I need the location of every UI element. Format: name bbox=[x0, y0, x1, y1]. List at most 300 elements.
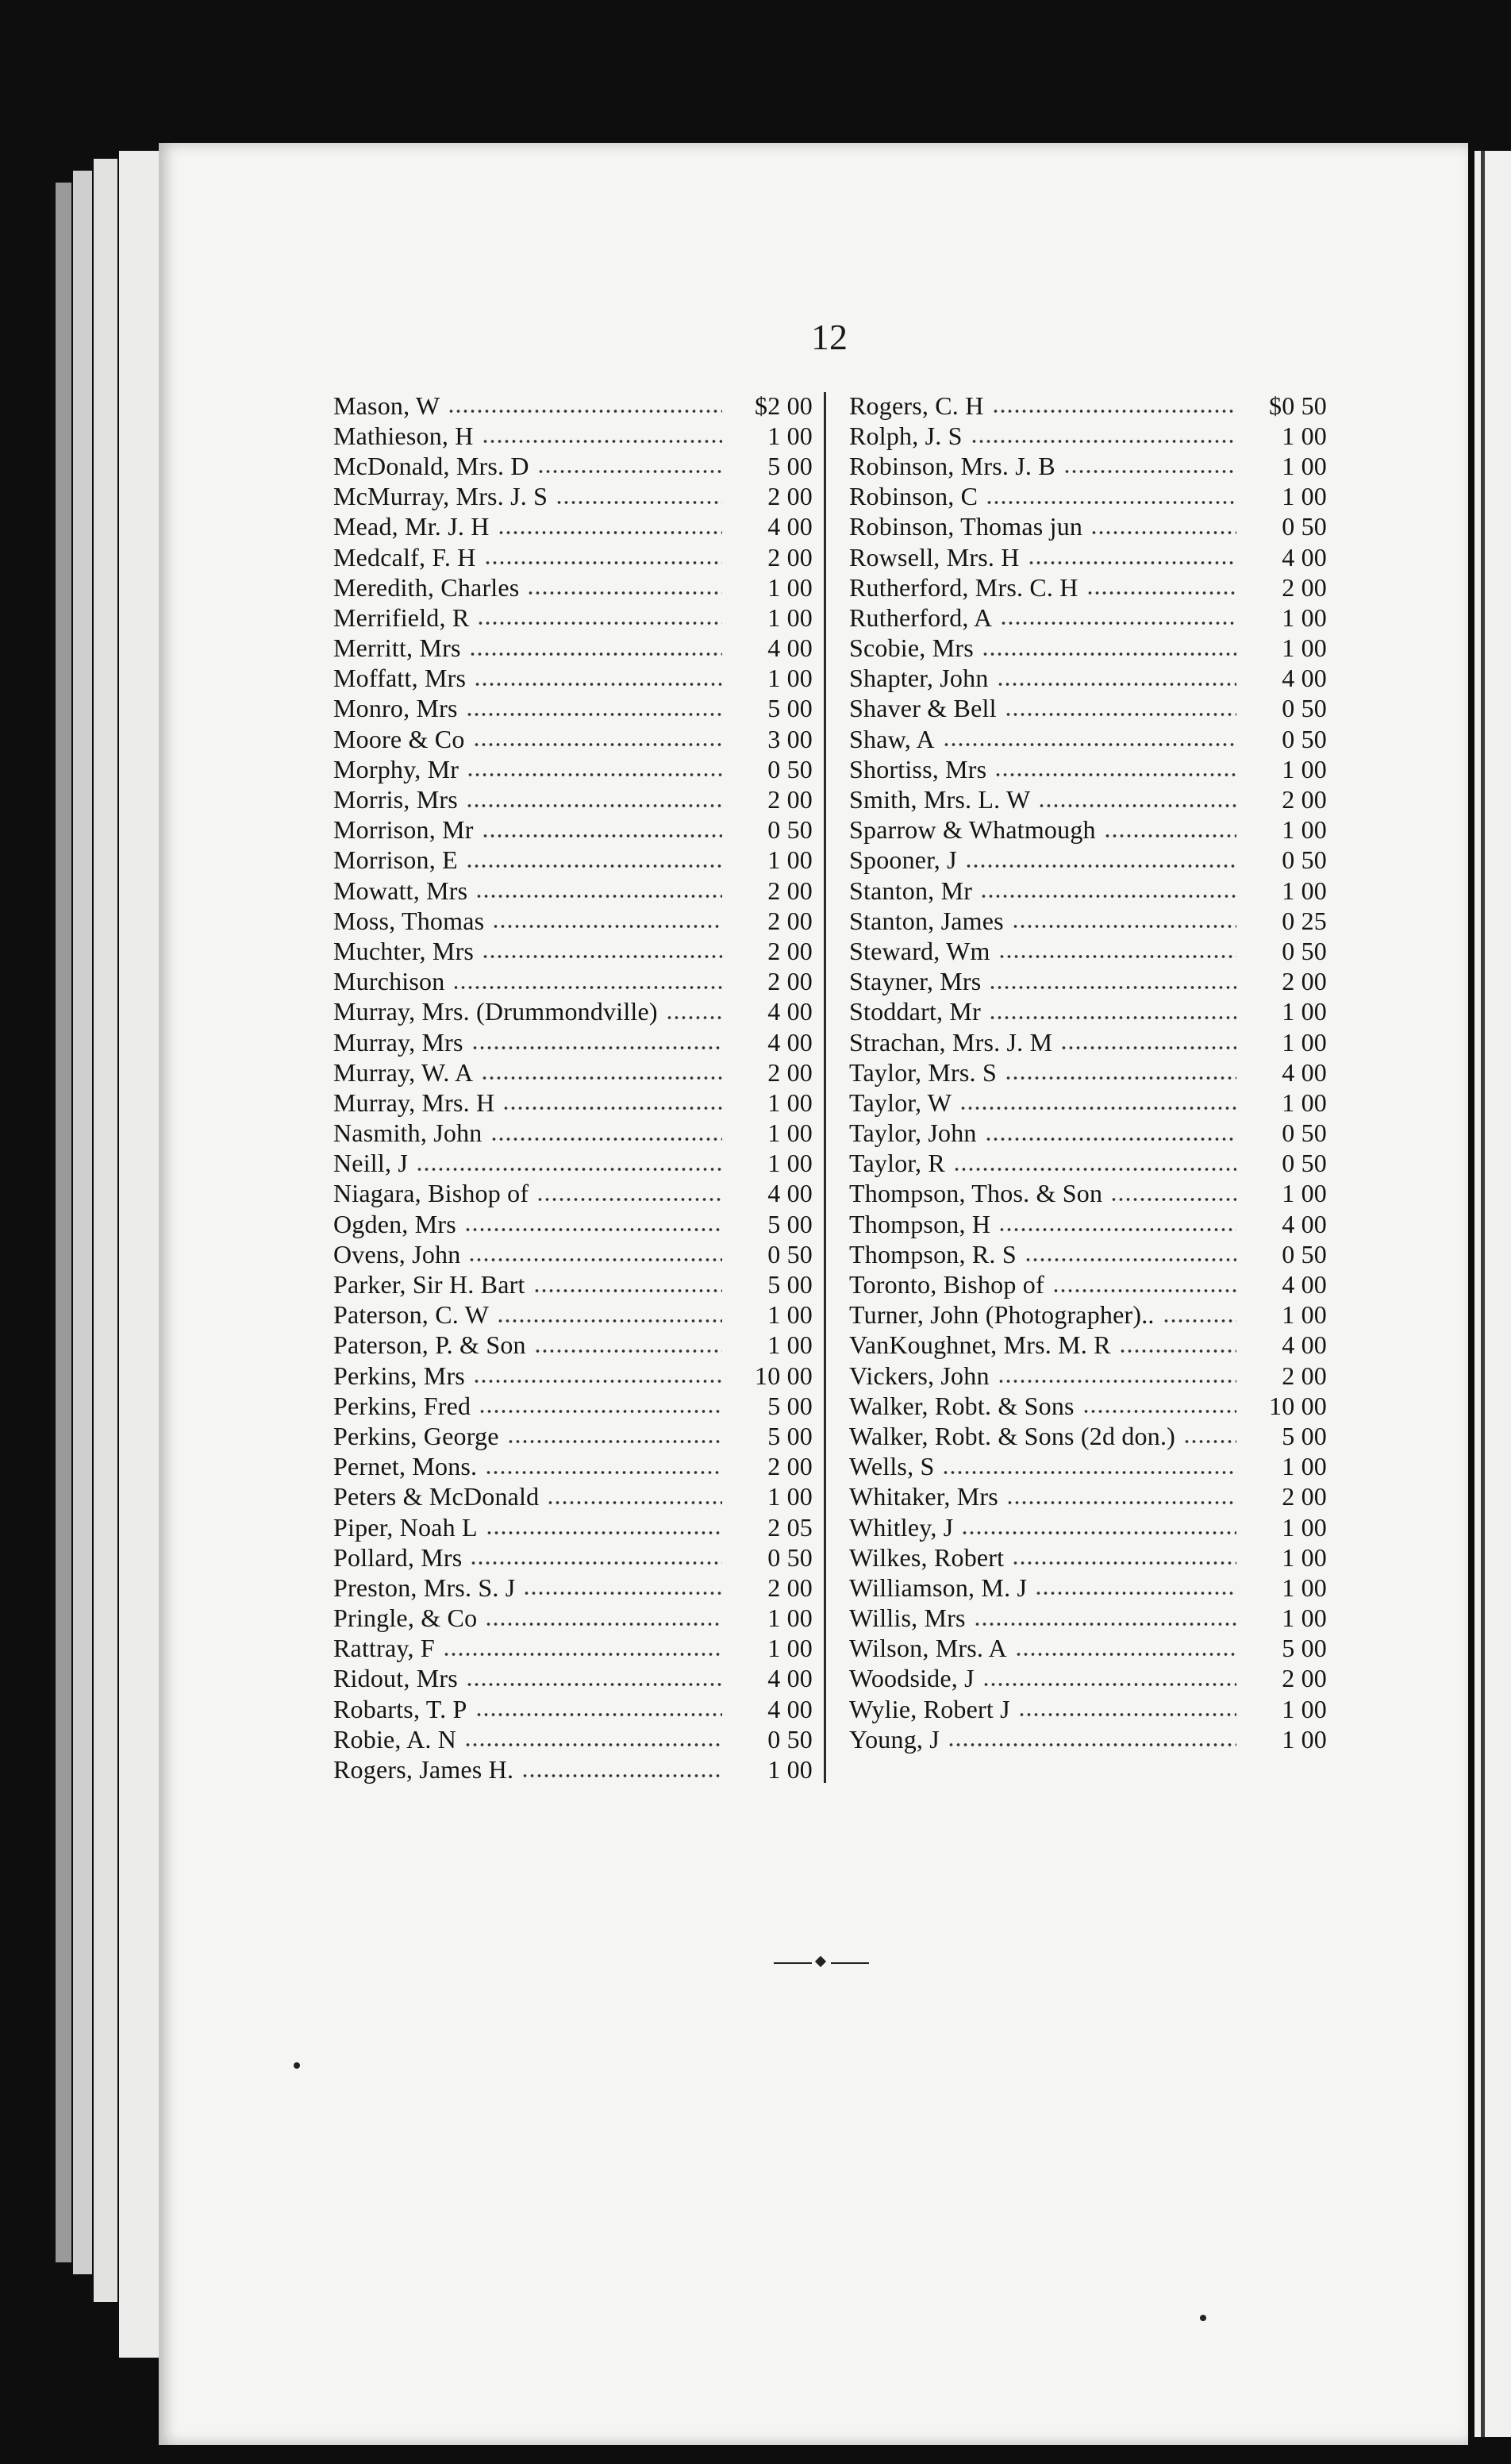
subscription-amount: 4 00 bbox=[1282, 664, 1327, 693]
subscriber-name: Shapter, John bbox=[849, 664, 989, 693]
scan-speck bbox=[1200, 2315, 1206, 2321]
dot-leader bbox=[479, 1407, 722, 1415]
subscriber-row bbox=[333, 664, 813, 694]
dot-leader bbox=[1028, 559, 1236, 567]
subscription-amount: 1 00 bbox=[1282, 603, 1327, 632]
dot-leader bbox=[486, 1529, 722, 1537]
subscriber-row bbox=[849, 482, 1327, 512]
subscriber-name: Morris, Mrs bbox=[333, 785, 458, 814]
dot-leader bbox=[464, 1741, 722, 1749]
subscriber-row bbox=[849, 967, 1327, 997]
subscriber-row bbox=[849, 724, 1327, 754]
subscription-amount: 4 00 bbox=[767, 633, 813, 663]
subscriber-name: Willis, Mrs bbox=[849, 1604, 966, 1633]
dot-leader bbox=[521, 1772, 722, 1780]
dot-leader bbox=[416, 1165, 722, 1173]
subscriber-row bbox=[849, 664, 1327, 694]
subscriber-row bbox=[849, 1634, 1327, 1664]
subscriber-row bbox=[333, 1542, 813, 1573]
subscriber-name: Rutherford, Mrs. C. H bbox=[849, 572, 1078, 602]
subscriber-row bbox=[849, 1300, 1327, 1330]
dot-leader bbox=[466, 710, 722, 718]
subscription-amount: 1 00 bbox=[1282, 1604, 1327, 1633]
dot-leader bbox=[980, 892, 1236, 900]
dot-leader bbox=[534, 1347, 722, 1355]
subscriber-row bbox=[849, 1269, 1327, 1299]
subscriber-name: Mowatt, Mrs bbox=[333, 876, 468, 905]
subscription-amount: 0 50 bbox=[767, 815, 813, 845]
subscriber-name: Rutherford, A bbox=[849, 603, 993, 632]
subscriber-name: Perkins, Mrs bbox=[333, 1361, 465, 1390]
subscription-amount: 1 00 bbox=[767, 1482, 813, 1511]
subscriber-name: Moss, Thomas bbox=[333, 906, 485, 935]
dot-leader bbox=[666, 1014, 722, 1022]
subscriber-row bbox=[333, 512, 813, 542]
subscriber-row bbox=[333, 542, 813, 572]
subscription-amount: 2 00 bbox=[767, 967, 813, 996]
subscriber-row bbox=[849, 784, 1327, 814]
subscriber-name: Preston, Mrs. S. J bbox=[333, 1573, 516, 1602]
dot-leader bbox=[961, 1529, 1236, 1537]
subscription-amount: 1 00 bbox=[1282, 1179, 1327, 1208]
dot-leader bbox=[992, 407, 1236, 415]
dot-leader bbox=[536, 1195, 722, 1203]
subscriber-name: Morrison, Mr bbox=[333, 815, 474, 845]
dot-leader bbox=[482, 832, 722, 840]
subscription-amount: 0 25 bbox=[1282, 906, 1327, 935]
subscriber-row bbox=[849, 1421, 1327, 1451]
subscriber-name: Rogers, James H. bbox=[333, 1755, 514, 1784]
subscriber-row bbox=[849, 1482, 1327, 1512]
subscriber-name: Moffatt, Mrs bbox=[333, 664, 467, 693]
subscriber-name: Taylor, W bbox=[849, 1088, 952, 1117]
subscriber-name: Walker, Robt. & Sons (2d don.) bbox=[849, 1421, 1175, 1450]
subscriber-name: Wylie, Robert J bbox=[849, 1694, 1010, 1723]
subscriber-name: Perkins, George bbox=[333, 1421, 499, 1450]
subscriber-row bbox=[333, 1179, 813, 1209]
subscription-amount: 2 00 bbox=[767, 542, 813, 572]
dot-leader bbox=[443, 1650, 722, 1658]
subscriber-name: Merritt, Mrs bbox=[333, 633, 461, 663]
subscription-amount: $2 00 bbox=[755, 391, 813, 420]
subscriber-row bbox=[849, 1694, 1327, 1724]
dot-leader bbox=[1090, 529, 1236, 537]
subscriber-name: Ridout, Mrs bbox=[333, 1664, 458, 1693]
subscriber-name: Spooner, J bbox=[849, 845, 957, 875]
subscriber-row bbox=[333, 1300, 813, 1330]
subscriber-name: Mason, W bbox=[333, 391, 440, 420]
subscriber-name: Wilson, Mrs. A bbox=[849, 1634, 1007, 1663]
subscription-amount: 5 00 bbox=[767, 694, 813, 723]
subscriber-row bbox=[849, 451, 1327, 481]
dot-leader bbox=[481, 1074, 722, 1082]
dot-leader bbox=[1012, 922, 1236, 930]
subscriber-name: Peters & McDonald bbox=[333, 1482, 540, 1511]
subscription-amount: 1 00 bbox=[1282, 482, 1327, 511]
dot-leader bbox=[502, 1104, 722, 1112]
subscriber-name: Thompson, Thos. & Son bbox=[849, 1179, 1103, 1208]
subscriber-name: Niagara, Bishop of bbox=[333, 1179, 529, 1208]
subscriber-name: Rolph, J. S bbox=[849, 421, 963, 450]
dot-leader bbox=[1110, 1195, 1236, 1203]
subscription-amount: 4 00 bbox=[767, 1664, 813, 1693]
subscriber-name: Merrifield, R bbox=[333, 603, 470, 632]
subscriber-row bbox=[333, 1573, 813, 1603]
facing-page-gutter bbox=[1481, 151, 1485, 2437]
dot-leader bbox=[998, 953, 1236, 961]
dot-leader bbox=[1086, 589, 1236, 597]
subscriber-row bbox=[849, 694, 1327, 724]
subscriber-row bbox=[333, 754, 813, 784]
subscription-amount: 1 00 bbox=[1282, 1512, 1327, 1542]
subscription-amount: 2 00 bbox=[767, 936, 813, 965]
subscriber-row bbox=[849, 603, 1327, 633]
subscriber-name: Meredith, Charles bbox=[333, 572, 520, 602]
subscription-amount: 1 00 bbox=[1282, 1542, 1327, 1572]
subscriber-name: Neill, J bbox=[333, 1149, 409, 1178]
subscription-amount: 4 00 bbox=[1282, 1330, 1327, 1360]
subscriber-name: Ogden, Mrs bbox=[333, 1209, 456, 1238]
subscriber-name: Medcalf, F. H bbox=[333, 542, 476, 572]
subscriber-name: Shortiss, Mrs bbox=[849, 754, 987, 783]
dot-leader bbox=[469, 650, 722, 658]
subscriber-row bbox=[333, 572, 813, 603]
subscriber-row bbox=[849, 815, 1327, 845]
dot-leader bbox=[1018, 1711, 1236, 1719]
subscription-amount: 2 00 bbox=[1282, 785, 1327, 814]
subscriber-name: McDonald, Mrs. D bbox=[333, 451, 529, 480]
subscription-amount: 2 00 bbox=[1282, 1664, 1327, 1693]
subscriber-name: Taylor, R bbox=[849, 1149, 945, 1178]
subscription-amount: 0 50 bbox=[1282, 936, 1327, 965]
subscription-amount: 1 00 bbox=[767, 572, 813, 602]
subscriber-name: Young, J bbox=[849, 1724, 940, 1754]
subscriber-row bbox=[333, 1057, 813, 1088]
subscriber-name: Pollard, Mrs bbox=[333, 1542, 463, 1572]
subscriber-row bbox=[333, 1149, 813, 1179]
subscription-amount: 2 00 bbox=[767, 906, 813, 935]
subscriber-name: Robinson, Thomas jun bbox=[849, 512, 1083, 541]
subscription-amount: 5 00 bbox=[767, 1270, 813, 1299]
subscription-amount: 5 00 bbox=[1282, 1634, 1327, 1663]
subscription-amount: 2 00 bbox=[767, 482, 813, 511]
subscriber-row bbox=[849, 1664, 1327, 1694]
subscription-amount: 2 00 bbox=[1282, 1361, 1327, 1390]
subscriber-row bbox=[333, 906, 813, 936]
subscriber-row bbox=[333, 997, 813, 1027]
dot-leader bbox=[1163, 1317, 1236, 1325]
subscription-amount: 1 00 bbox=[767, 603, 813, 632]
subscription-amount: 0 50 bbox=[1282, 1239, 1327, 1269]
subscriber-name: Morrison, E bbox=[333, 845, 458, 875]
subscriber-row bbox=[333, 1512, 813, 1542]
subscriber-row bbox=[849, 845, 1327, 876]
dot-leader bbox=[998, 1226, 1236, 1234]
dot-leader bbox=[466, 862, 722, 870]
dot-leader bbox=[468, 1256, 722, 1264]
subscriber-row bbox=[333, 876, 813, 906]
subscriber-name: Monro, Mrs bbox=[333, 694, 458, 723]
subscription-amount: 4 00 bbox=[1282, 542, 1327, 572]
subscription-amount: 1 00 bbox=[767, 1330, 813, 1360]
dot-leader bbox=[1063, 468, 1236, 475]
dot-leader bbox=[527, 589, 722, 597]
subscriber-name: Woodside, J bbox=[849, 1664, 975, 1693]
subscriber-row bbox=[333, 1027, 813, 1057]
subscription-amount: 1 00 bbox=[767, 1634, 813, 1663]
subscriber-name: Moore & Co bbox=[333, 724, 465, 753]
dot-leader bbox=[1015, 1650, 1236, 1658]
subscription-amount: 4 00 bbox=[767, 1179, 813, 1208]
subscriber-row bbox=[849, 1118, 1327, 1149]
subscriber-name: Paterson, P. & Son bbox=[333, 1330, 526, 1360]
dot-leader bbox=[986, 499, 1236, 506]
subscription-amount: 0 50 bbox=[1282, 1149, 1327, 1178]
dot-leader bbox=[482, 953, 722, 961]
dot-leader bbox=[467, 771, 722, 779]
subscriber-row bbox=[849, 1542, 1327, 1573]
subscriber-row bbox=[849, 1391, 1327, 1421]
subscriber-name: Stanton, James bbox=[849, 906, 1004, 935]
subscriber-name: Mathieson, H bbox=[333, 421, 474, 450]
dot-leader bbox=[484, 559, 722, 567]
subscriber-row bbox=[849, 906, 1327, 936]
page-number: 12 bbox=[811, 317, 848, 357]
subscriber-row bbox=[333, 1634, 813, 1664]
subscriber-row bbox=[333, 421, 813, 451]
subscriber-name: Robarts, T. P bbox=[333, 1694, 467, 1723]
subscriber-row bbox=[333, 1391, 813, 1421]
dot-leader bbox=[477, 619, 722, 627]
subscriber-row bbox=[333, 482, 813, 512]
subscriber-name: Strachan, Mrs. J. M bbox=[849, 1027, 1053, 1057]
subscription-amount: 1 00 bbox=[767, 1604, 813, 1633]
subscriber-name: Smith, Mrs. L. W bbox=[849, 785, 1031, 814]
subscriber-row bbox=[849, 1452, 1327, 1482]
dot-leader bbox=[1005, 710, 1236, 718]
subscriber-name: Pernet, Mons. bbox=[333, 1452, 478, 1481]
subscriber-name: Thompson, H bbox=[849, 1209, 991, 1238]
subscriber-row bbox=[333, 603, 813, 633]
subscriber-name: Taylor, John bbox=[849, 1118, 977, 1148]
subscriber-name: Scobie, Mrs bbox=[849, 633, 974, 663]
subscriber-row bbox=[333, 694, 813, 724]
subscription-amount: 2 00 bbox=[767, 1573, 813, 1602]
dot-leader bbox=[466, 1681, 722, 1688]
dot-leader bbox=[485, 1469, 722, 1476]
subscriber-row bbox=[849, 1179, 1327, 1209]
subscriber-row bbox=[333, 1361, 813, 1391]
dot-leader bbox=[959, 1104, 1236, 1112]
subscriber-name: Robinson, C bbox=[849, 482, 978, 511]
dot-leader bbox=[507, 1438, 722, 1446]
subscription-amount: 4 00 bbox=[1282, 1270, 1327, 1299]
scan-speck bbox=[294, 2062, 300, 2069]
subscriber-row bbox=[333, 1452, 813, 1482]
subscription-amount: 4 00 bbox=[767, 997, 813, 1026]
subscriber-row bbox=[849, 1573, 1327, 1603]
subscriber-row bbox=[333, 1269, 813, 1299]
subscription-amount: 1 00 bbox=[767, 421, 813, 450]
subscription-amount: 1 00 bbox=[1282, 1694, 1327, 1723]
subscription-amount: 3 00 bbox=[767, 724, 813, 753]
subscription-amount: 1 00 bbox=[1282, 1300, 1327, 1330]
subscriber-name: Morphy, Mr bbox=[333, 754, 459, 783]
subscriber-row bbox=[849, 1209, 1327, 1239]
subscription-amount: 1 00 bbox=[767, 1755, 813, 1784]
subscriber-row bbox=[849, 391, 1327, 421]
subscriber-name: Robinson, Mrs. J. B bbox=[849, 451, 1055, 480]
dot-leader bbox=[1012, 1559, 1236, 1567]
subscriber-row bbox=[333, 1209, 813, 1239]
dot-leader bbox=[974, 1620, 1236, 1628]
subscriber-row bbox=[849, 754, 1327, 784]
subscription-amount: 1 00 bbox=[1282, 421, 1327, 450]
subscription-amount: 2 00 bbox=[767, 1057, 813, 1087]
dot-leader bbox=[1060, 1044, 1236, 1052]
subscriber-list-left bbox=[333, 391, 813, 1785]
subscriber-name: Wells, S bbox=[849, 1452, 935, 1481]
dot-leader bbox=[475, 1711, 722, 1719]
dot-leader bbox=[1104, 832, 1236, 840]
subscriber-name: Rogers, C. H bbox=[849, 391, 984, 420]
subscriber-row bbox=[333, 724, 813, 754]
subscription-amount: 2 00 bbox=[1282, 572, 1327, 602]
subscription-amount: 5 00 bbox=[1282, 1421, 1327, 1450]
subscriber-name: Thompson, R. S bbox=[849, 1239, 1017, 1269]
subscriber-row bbox=[849, 936, 1327, 966]
subscriber-name: Muchter, Mrs bbox=[333, 936, 475, 965]
subscriber-row bbox=[333, 845, 813, 876]
dot-leader bbox=[997, 680, 1236, 688]
subscriber-name: Murray, Mrs. H bbox=[333, 1088, 495, 1117]
subscriber-name: Murray, W. A bbox=[333, 1057, 474, 1087]
subscriber-name: Pringle, & Co bbox=[333, 1604, 478, 1633]
subscriber-row bbox=[333, 633, 813, 664]
subscriber-row bbox=[333, 1754, 813, 1784]
dot-leader bbox=[1038, 802, 1236, 810]
subscription-amount: 1 00 bbox=[767, 1300, 813, 1330]
dot-leader bbox=[473, 741, 722, 749]
subscriber-row bbox=[333, 1239, 813, 1269]
dot-leader bbox=[473, 1377, 722, 1385]
subscription-amount: 5 00 bbox=[767, 451, 813, 480]
dot-leader bbox=[471, 1044, 722, 1052]
dot-leader bbox=[994, 771, 1236, 779]
dot-leader bbox=[464, 1226, 722, 1234]
subscription-amount: $0 50 bbox=[1269, 391, 1327, 420]
subscriber-name: Robie, A. N bbox=[333, 1724, 457, 1754]
subscriber-row bbox=[333, 936, 813, 966]
subscriber-row bbox=[333, 784, 813, 814]
subscriber-row bbox=[849, 572, 1327, 603]
subscriber-row bbox=[333, 1724, 813, 1754]
dot-leader bbox=[485, 1620, 722, 1628]
dot-leader bbox=[547, 1499, 722, 1507]
subscriber-row bbox=[333, 967, 813, 997]
subscriber-row bbox=[333, 1118, 813, 1149]
dot-leader bbox=[523, 1589, 722, 1597]
subscriber-name: Mead, Mr. J. H bbox=[333, 512, 490, 541]
subscriber-row bbox=[849, 997, 1327, 1027]
dot-leader bbox=[1006, 1499, 1236, 1507]
subscription-amount: 1 00 bbox=[1282, 1724, 1327, 1754]
subscription-amount: 0 50 bbox=[767, 1239, 813, 1269]
subscriber-row bbox=[333, 1694, 813, 1724]
subscriber-name: Walker, Robt. & Sons bbox=[849, 1391, 1075, 1420]
subscriber-name: Whitley, J bbox=[849, 1512, 954, 1542]
subscriber-name: Wilkes, Robert bbox=[849, 1542, 1005, 1572]
dot-leader bbox=[482, 437, 722, 445]
subscriber-row bbox=[849, 1512, 1327, 1542]
subscriber-row bbox=[849, 633, 1327, 664]
subscription-amount: 5 00 bbox=[767, 1209, 813, 1238]
subscription-amount: 1 00 bbox=[1282, 1573, 1327, 1602]
subscriber-row bbox=[849, 1088, 1327, 1118]
subscriber-row bbox=[849, 1027, 1327, 1057]
subscriber-row bbox=[333, 1088, 813, 1118]
subscription-amount: 1 00 bbox=[1282, 876, 1327, 905]
dot-leader bbox=[985, 1135, 1236, 1143]
subscriber-name: Nasmith, John bbox=[333, 1118, 483, 1148]
subscriber-name: Toronto, Bishop of bbox=[849, 1270, 1044, 1299]
subscription-amount: 1 00 bbox=[1282, 997, 1327, 1026]
subscription-amount: 4 00 bbox=[767, 1694, 813, 1723]
subscription-amount: 0 50 bbox=[767, 1542, 813, 1572]
subscriber-row bbox=[849, 1149, 1327, 1179]
subscriber-name: Sparrow & Whatmough bbox=[849, 815, 1096, 845]
subscription-amount: 1 00 bbox=[767, 664, 813, 693]
dot-leader bbox=[989, 984, 1236, 991]
dot-leader bbox=[1082, 1407, 1236, 1415]
subscription-amount: 1 00 bbox=[1282, 754, 1327, 783]
subscriber-row bbox=[333, 1604, 813, 1634]
subscriber-name: Shaw, A bbox=[849, 724, 935, 753]
subscription-amount: 1 00 bbox=[767, 845, 813, 875]
dot-leader bbox=[1052, 1287, 1236, 1295]
dot-leader bbox=[498, 529, 722, 537]
dot-leader bbox=[1035, 1589, 1236, 1597]
subscription-amount: 2 00 bbox=[767, 876, 813, 905]
subscription-amount: 5 00 bbox=[767, 1421, 813, 1450]
subscription-amount: 1 00 bbox=[1282, 451, 1327, 480]
dot-leader bbox=[466, 802, 722, 810]
subscription-amount: 1 00 bbox=[1282, 1452, 1327, 1481]
subscriber-name: Parker, Sir H. Bart bbox=[333, 1270, 525, 1299]
subscription-amount: 0 50 bbox=[1282, 845, 1327, 875]
subscriber-row bbox=[849, 1724, 1327, 1754]
dot-leader bbox=[965, 862, 1236, 870]
subscriber-row bbox=[333, 451, 813, 481]
subscriber-name: Steward, Wm bbox=[849, 936, 990, 965]
subscriber-name: Vickers, John bbox=[849, 1361, 990, 1390]
dot-leader bbox=[989, 1014, 1236, 1022]
dot-leader bbox=[942, 1469, 1236, 1476]
subscription-amount: 0 50 bbox=[1282, 724, 1327, 753]
subscriber-list-right bbox=[849, 391, 1327, 1754]
subscriber-name: Stoddart, Mr bbox=[849, 997, 981, 1026]
subscription-amount: 5 00 bbox=[767, 1391, 813, 1420]
subscriber-row bbox=[333, 1330, 813, 1361]
subscription-amount: 1 00 bbox=[1282, 1027, 1327, 1057]
subscriber-name: Murray, Mrs bbox=[333, 1027, 463, 1057]
subscriber-row bbox=[849, 1361, 1327, 1391]
dot-leader bbox=[556, 499, 722, 506]
subscriber-name: Williamson, M. J bbox=[849, 1573, 1028, 1602]
subscriber-name: Turner, John (Photographer).. bbox=[849, 1300, 1155, 1330]
facing-page-edge bbox=[1474, 151, 1511, 2437]
dot-leader bbox=[1119, 1347, 1236, 1355]
